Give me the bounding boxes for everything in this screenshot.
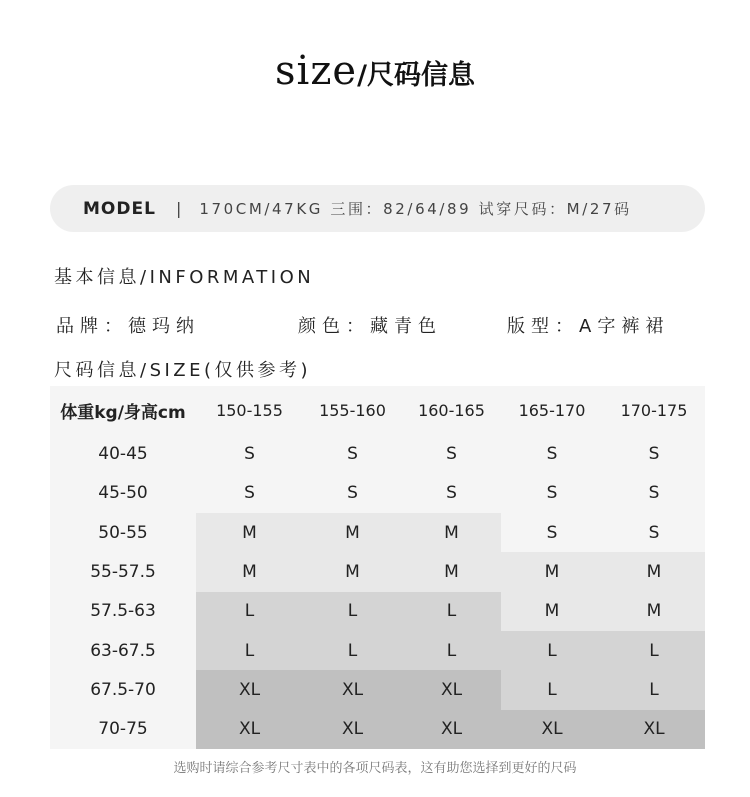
header-height: 170-175 bbox=[603, 386, 705, 434]
table-row bbox=[50, 592, 705, 631]
size-cell: S bbox=[402, 434, 501, 473]
size-cell: M bbox=[501, 552, 603, 591]
weight-cell: 55-57.5 bbox=[50, 552, 196, 591]
header-weight-height: 体重kg/身高cm bbox=[50, 386, 196, 434]
table-row bbox=[50, 434, 705, 473]
size-cell: L bbox=[303, 592, 402, 631]
footer-note: 选购时请综合参考尺寸表中的各项尺码表，这有助您选择到更好的尺码 bbox=[173, 761, 577, 776]
size-cell: L bbox=[501, 670, 603, 709]
header-height: 150-155 bbox=[196, 386, 303, 434]
size-cell: XL bbox=[303, 710, 402, 749]
weight-cell: 57.5-63 bbox=[50, 592, 196, 631]
basic-info-heading: 基本信息/INFORMATION bbox=[54, 267, 315, 288]
table-row bbox=[50, 552, 705, 591]
size-cell: XL bbox=[501, 710, 603, 749]
header-height: 165-170 bbox=[501, 386, 603, 434]
style-attribute: 版型：A字裤裙 bbox=[507, 316, 670, 337]
size-cell: L bbox=[402, 592, 501, 631]
brand-attribute: 品牌：德玛纳 bbox=[56, 316, 200, 337]
size-cell: M bbox=[303, 513, 402, 552]
table-row bbox=[50, 670, 705, 709]
size-cell: M bbox=[196, 513, 303, 552]
size-table bbox=[50, 386, 705, 749]
size-cell: XL bbox=[402, 710, 501, 749]
size-cell: S bbox=[603, 474, 705, 513]
weight-cell: 50-55 bbox=[50, 513, 196, 552]
size-cell: L bbox=[603, 631, 705, 670]
size-cell: L bbox=[603, 670, 705, 709]
header-height: 160-165 bbox=[402, 386, 501, 434]
table-row bbox=[50, 710, 705, 749]
model-measurements: 170CM/47KG 三围：82/64/89 试穿尺码：M/27码 bbox=[199, 200, 632, 218]
size-table-header bbox=[50, 386, 705, 434]
size-cell: S bbox=[303, 474, 402, 513]
size-cell: S bbox=[196, 474, 303, 513]
color-attribute: 颜色：藏青色 bbox=[298, 316, 442, 337]
weight-cell: 63-67.5 bbox=[50, 631, 196, 670]
table-row bbox=[50, 631, 705, 670]
size-cell: S bbox=[303, 434, 402, 473]
size-cell: XL bbox=[196, 710, 303, 749]
size-cell: S bbox=[501, 474, 603, 513]
size-cell: S bbox=[501, 513, 603, 552]
size-cell: S bbox=[603, 434, 705, 473]
weight-cell: 70-75 bbox=[50, 710, 196, 749]
size-cell: S bbox=[603, 513, 705, 552]
size-info-heading: 尺码信息/SIZE(仅供参考) bbox=[54, 360, 312, 381]
title-cn: /尺码信息 bbox=[357, 60, 475, 91]
weight-cell: 40-45 bbox=[50, 434, 196, 473]
size-cell: L bbox=[196, 631, 303, 670]
size-cell: M bbox=[501, 592, 603, 631]
size-cell: S bbox=[501, 434, 603, 473]
header-height: 155-160 bbox=[303, 386, 402, 434]
size-cell: M bbox=[603, 592, 705, 631]
size-cell: L bbox=[303, 631, 402, 670]
size-cell: M bbox=[303, 552, 402, 591]
table-row bbox=[50, 474, 705, 513]
model-separator: | bbox=[175, 199, 182, 218]
size-cell: M bbox=[196, 552, 303, 591]
weight-cell: 67.5-70 bbox=[50, 670, 196, 709]
size-cell: M bbox=[603, 552, 705, 591]
size-cell: S bbox=[402, 474, 501, 513]
size-cell: XL bbox=[402, 670, 501, 709]
size-cell: L bbox=[402, 631, 501, 670]
size-cell: S bbox=[196, 434, 303, 473]
model-label: MODEL bbox=[83, 198, 156, 219]
model-info-bar bbox=[50, 185, 705, 232]
size-cell: M bbox=[402, 552, 501, 591]
title-en: size bbox=[275, 48, 358, 94]
size-cell: M bbox=[402, 513, 501, 552]
size-cell: XL bbox=[603, 710, 705, 749]
table-row bbox=[50, 513, 705, 552]
page-title bbox=[0, 48, 750, 94]
size-cell: L bbox=[196, 592, 303, 631]
size-cell: XL bbox=[303, 670, 402, 709]
weight-cell: 45-50 bbox=[50, 474, 196, 513]
size-cell: L bbox=[501, 631, 603, 670]
size-cell: XL bbox=[196, 670, 303, 709]
